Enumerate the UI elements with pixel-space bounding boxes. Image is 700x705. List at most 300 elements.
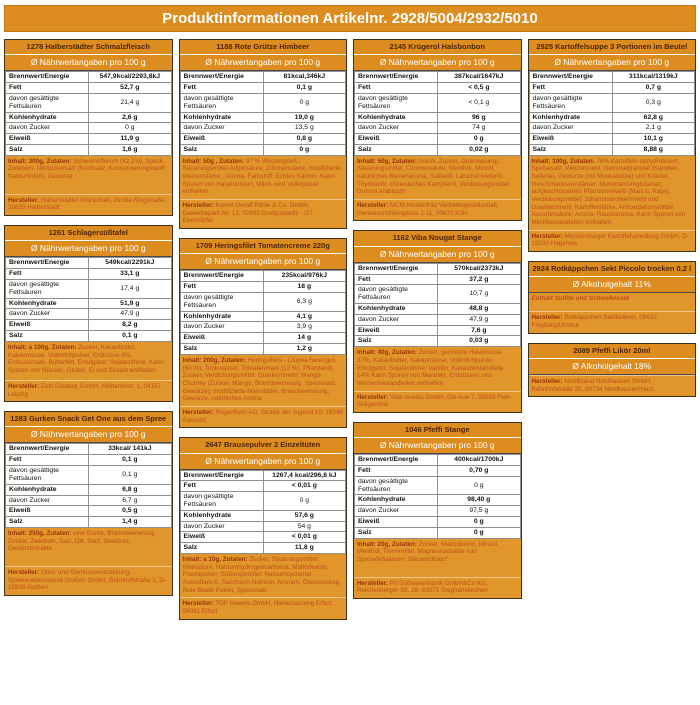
nutrition-row-value: 47,9 g — [89, 309, 171, 320]
manufacturer-label: Hersteller: — [8, 382, 40, 390]
nutrition-table — [180, 270, 347, 355]
nutrition-row-value: 17,4 g — [89, 279, 171, 298]
nutrition-row — [6, 320, 172, 331]
nutrition-row — [6, 72, 172, 83]
nutrition-row — [355, 336, 521, 347]
nutrition-row — [355, 123, 521, 134]
nutrition-row-label: Brennwert/Energie — [6, 258, 89, 269]
nutrition-row-value: < 0,01 g — [263, 481, 345, 492]
product-card — [4, 225, 173, 402]
manufacturer-text: Rügenfisch AG, Straße der Jugend 10, 18546 Sassnitz — [182, 408, 343, 424]
nutrition-row-value: 54 g — [263, 521, 345, 532]
ingredients-text: Zucker, Säuerungsmittel: Weinsäure, Natriumhydrogencarbonat, Maltodextrin, Fruchtpulver, Süßungsmittel: Natriumcyclamat, Acesulfam-K, Saccharin-Natrium, Aromen, Glukosesirup, Rote Beete Pulver, Speisesalz — [182, 556, 342, 594]
nutrition-per-100g-header: Ø Nährwertangaben pro 100 g — [5, 427, 172, 443]
nutrition-row-value: 62,8 g — [612, 112, 694, 123]
nutrition-row-value: 11,8 g — [263, 543, 345, 554]
manufacturer-text: Rotkäppchen Sektkellerei, 06632 Freyburg/Unstrut — [531, 314, 657, 330]
nutrition-row-value: < 0,01 g — [263, 532, 345, 543]
nutrition-row-label: Salz — [6, 331, 89, 342]
nutrition-row-label: Salz — [180, 344, 263, 355]
nutrition-per-100g-header: Ø Alkoholgehalt 18% — [529, 359, 696, 375]
ingredients-text: Schweinefleisch (42,1%), Speck, Zwiebeln, Nitritpökelsalz (Kochsalz, Konservierungsstoff: Natriumnitrit), Gewürze — [8, 157, 167, 181]
nutrition-row-label: davon Zucker — [355, 314, 438, 325]
nutrition-row — [355, 134, 521, 145]
ingredients-text: Zucker, geröstete Haselnüsse 37%, Kakaobutter, Kakaomasse, Vollmilchpulver, Emulgator: Sojalecithine; Vanillin, Kakaobestandteile 14% Kann Spuren von Mandeln, Erdnüssen und Weizenbestandteilen enthalten. — [357, 349, 504, 387]
manufacturer-block — [5, 380, 172, 401]
product-card-title: 1162 Viba Nougat Stange — [354, 231, 521, 246]
nutrition-row-value: 0,02 g — [438, 144, 520, 155]
nutrition-per-100g-header: Ø Nährwertangaben pro 100 g — [5, 55, 172, 71]
nutrition-row-value: 0 g — [438, 134, 520, 145]
manufacturer-text: TOP Sweets GmbH, Niederlassung Erfurt, 99091 Erfurt — [182, 600, 333, 616]
nutrition-row-value: 0,70 g — [438, 465, 520, 476]
nutrition-row-value: 11,9 g — [89, 134, 171, 145]
ingredients-text: Heringsfilets - Clupea harengus (60 %), Trinkwasser, Tomatenmark (12 %), Pflanzenöl, Zucker, Verdickungsmittel: Guarkernmehl; Mango-Chutney (Zucker, Mango, Branntweinessig, Speisesalz, Gewürze), modifizierte Maisstärke, Branntweinessig, Gewürze, natürliches Aroma — [182, 356, 337, 403]
ingredients-label: Inhalt: 50g , Zutaten: — [182, 157, 245, 165]
product-card-title: 1046 Pfeffi Stange — [354, 423, 521, 438]
nutrition-row-label: Salz — [529, 144, 612, 155]
nutrition-row-value: 0,3 g — [612, 93, 694, 112]
nutrition-row-label: Brennwert/Energie — [355, 263, 438, 274]
nutrition-row-value: 21,4 g — [89, 93, 171, 112]
nutrition-row — [6, 258, 172, 269]
nutrition-row — [6, 279, 172, 298]
nutrition-per-100g-header: Ø Nährwertangaben pro 100 g — [354, 438, 521, 454]
ingredients-label: Inhalt: 300g, Zutaten: — [8, 157, 72, 165]
ingredients-text: Zucker, Kakaobutter, Kakaomasse, Vollmilchpulver, Erdnüsse 8%, Erdnussmark, Butterfett, Emulgator: Sojalecithine. Kann Spuren von Nüssen, Gluten, Ei und Sesam enthalten. — [8, 343, 164, 374]
product-card — [179, 39, 348, 229]
nutrition-row — [355, 455, 521, 466]
manufacturer-text: MCM Klosterfrau Vertriebsgesellschaft, Gereonsmühlengasse 1-11, 50670 Köln — [357, 202, 499, 217]
nutrition-row-label: Fett — [180, 282, 263, 293]
nutrition-row-label: Eiweiß — [355, 134, 438, 145]
nutrition-row — [355, 325, 521, 336]
nutrition-row — [180, 543, 346, 554]
nutrition-row-value: 1,2 g — [263, 344, 345, 355]
product-card — [528, 343, 697, 398]
manufacturer-block — [529, 311, 696, 332]
nutrition-row-label: Brennwert/Energie — [355, 72, 438, 83]
manufacturer-text: Halberstädter Würstchen, Große Ringstraße, 38820 Halberstadt — [8, 196, 167, 212]
ingredients-label: Inhalt: 40g, Zutaten: — [357, 349, 417, 357]
nutrition-row-label: Kohlenhydrate — [529, 112, 612, 123]
product-card-title: 1261 Schlagersüßtafel — [5, 226, 172, 241]
manufacturer-text: Pit Süßwarenfabrik GmbH&Co KG, Reichenberger Str. 26, 83071 Stephanskirchen — [357, 579, 488, 595]
nutrition-row — [6, 123, 172, 134]
nutrition-row-label: davon gesättigte Fettsäuren — [355, 476, 438, 495]
nutrition-row-label: Fett — [529, 83, 612, 94]
allergen-note: Enthält Sulfite und Schwefeloxid — [531, 295, 630, 303]
nutrition-row-label: Salz — [355, 336, 438, 347]
nutrition-row-label: Fett — [6, 83, 89, 94]
nutrition-row — [180, 470, 346, 481]
manufacturer-text: Nordbrand Nordhausen GmbH, Bahnhofstraße 25, 99734 Nordhausen/Harz. — [531, 377, 656, 393]
nutrition-row — [355, 72, 521, 83]
nutrition-row-label: davon gesättigte Fettsäuren — [355, 93, 438, 112]
nutrition-row-value: 96 g — [438, 112, 520, 123]
nutrition-row — [6, 83, 172, 94]
nutrition-row — [529, 134, 695, 145]
product-card-title: 1188 Rote Grütze Himbeer — [180, 40, 347, 55]
nutrition-row-value: 33,1 g — [89, 269, 171, 280]
nutrition-row-value: 0,1 g — [89, 455, 171, 466]
nutrition-table — [180, 470, 347, 555]
nutrition-row — [180, 293, 346, 312]
manufacturer-label: Hersteller: — [182, 600, 214, 608]
product-card-title: 2089 Pfeffi Likör 20ml — [529, 344, 696, 359]
product-card-title: 1283 Gurken Snack Get One aus dem Spree — [5, 412, 172, 427]
nutrition-row — [355, 527, 521, 538]
ingredients-text: 76% Kartoffeln dehydratisiert, Speisesalz, Weizenmehl, Gemüsegranulat (Karotten, Sellerie), Gewürze (mit Muskatblüte) und Kräuter, Geschmacksverstärker: Mononatriumglutamat; aufgeschlossenes Pflanzeneiweiß (Mais u. Raps), Verdickungsmittel: Johannisbrotkernmehl und Guarkernmehl; Kartoffelstärke, Antioxidationsmittel Ascorbinsäure; Aroma, Raucharoma. Kann Spuren von Milchbestandteilen enthalten. — [531, 157, 686, 227]
nutrition-row-value: 0 g — [263, 492, 345, 511]
manufacturer-label: Hersteller: — [531, 232, 563, 240]
ingredients-text: 97 % Weizengrieß , Säuerungsmittel Adipinsäure, Zitronensäure, modifizierte Weizenstärke , Aroma, Farbstoff: Echtes Karmin. Kann Spuren von Haselnüssen, Milch- und Volleipulver enthalten. — [182, 157, 341, 196]
nutrition-row — [180, 344, 346, 355]
nutrition-row — [529, 112, 695, 123]
nutrition-row-label: davon gesättigte Fettsäuren — [180, 293, 263, 312]
nutrition-row-label: Brennwert/Energie — [529, 72, 612, 83]
nutrition-row-value: 570kcal/2373kJ — [438, 263, 520, 274]
nutrition-row-value: 57,6 g — [263, 510, 345, 521]
ingredients-text: eine Gurke, Branntweinessig, Zucker, Zwiebeln, Salz, Dill, Senf, Gewürze, Gewürzextrakte — [8, 529, 156, 553]
manufacturer-block — [354, 199, 521, 220]
nutrition-row — [180, 333, 346, 344]
ingredients-text: Zucker, Maltodextrin, Minzöl, Menthol, Trennmittel: Magnesiumsalze von Speisefettsäuren; Siliciumdioxid" — [357, 540, 499, 563]
nutrition-row — [355, 285, 521, 304]
nutrition-row-value: 47,9 g — [438, 314, 520, 325]
nutrition-per-100g-header: Ø Nährwertangaben pro 100 g — [180, 55, 347, 71]
manufacturer-label: Hersteller: — [357, 579, 389, 587]
nutrition-row-label: Eiweiß — [6, 506, 89, 517]
nutrition-row-value: 81kcal,346kJ — [263, 72, 345, 83]
nutrition-row — [180, 123, 346, 134]
nutrition-row-value: 1267,4 kcal/296,8 kJ — [263, 470, 345, 481]
ingredients-label: Inhalt: a 100g, Zutaten: — [8, 343, 77, 351]
nutrition-row — [6, 495, 172, 506]
nutrition-row-label: Eiweiß — [355, 517, 438, 528]
nutrition-row — [6, 506, 172, 517]
manufacturer-block — [354, 577, 521, 598]
nutrition-row-value: 387kcal/1647kJ — [438, 72, 520, 83]
nutrition-row — [355, 93, 521, 112]
nutrition-row — [180, 532, 346, 543]
nutrition-row-label: Fett — [180, 83, 263, 94]
nutrition-row-value: 0,03 g — [438, 336, 520, 347]
nutrition-row-value: 0,5 g — [89, 506, 171, 517]
nutrition-row-label: Fett — [355, 465, 438, 476]
nutrition-row-value: 18 g — [263, 282, 345, 293]
nutrition-row-label: davon Zucker — [180, 123, 263, 134]
nutrition-row — [180, 271, 346, 282]
nutrition-row — [355, 274, 521, 285]
nutrition-row — [180, 282, 346, 293]
nutrition-row — [180, 322, 346, 333]
nutrition-row-label: Kohlenhydrate — [180, 510, 263, 521]
ingredients-block — [180, 554, 347, 597]
nutrition-row-value: 547,9kcal/2293,8kJ — [89, 72, 171, 83]
nutrition-row — [180, 112, 346, 123]
nutrition-row — [6, 466, 172, 485]
nutrition-row — [6, 444, 172, 455]
nutrition-table — [5, 71, 172, 156]
nutrition-row — [6, 298, 172, 309]
nutrition-row-value: 549kcal/2291kJ — [89, 258, 171, 269]
nutrition-row-value: 0 g — [438, 476, 520, 495]
nutrition-row — [6, 455, 172, 466]
nutrition-row — [529, 72, 695, 83]
nutrition-row — [529, 93, 695, 112]
nutrition-row-value: 97,5 g — [438, 506, 520, 517]
nutrition-row-value: 3,9 g — [263, 322, 345, 333]
nutrition-row-label: Kohlenhydrate — [355, 495, 438, 506]
nutrition-row-label: Eiweiß — [6, 320, 89, 331]
nutrition-row-label: Brennwert/Energie — [355, 455, 438, 466]
nutrition-row — [355, 303, 521, 314]
nutrition-row-value: 1,4 g — [89, 517, 171, 528]
nutrition-row-label: Eiweiß — [529, 134, 612, 145]
manufacturer-block — [5, 194, 172, 215]
manufacturer-text: Zetti Goldeck GmbH, Hölderlinstr. 1, 04157 Leipzig — [8, 382, 161, 398]
nutrition-row-label: davon gesättigte Fettsäuren — [355, 285, 438, 304]
card-column-1 — [4, 39, 173, 596]
nutrition-row-label: Salz — [180, 144, 263, 155]
ingredients-block — [5, 528, 172, 566]
manufacturer-label: Hersteller: — [8, 568, 40, 576]
manufacturer-text: Mecklenburger Kartoffelveredlung GmbH, D-19230 Hagenow — [531, 232, 689, 248]
nutrition-row-value: 0,1 g — [89, 466, 171, 485]
nutrition-row-label: davon Zucker — [6, 123, 89, 134]
nutrition-row-value: < 0,1 g — [438, 93, 520, 112]
nutrition-row-label: Fett — [6, 269, 89, 280]
ingredients-block — [180, 355, 347, 406]
nutrition-per-100g-header: Ø Nährwertangaben pro 100 g — [5, 241, 172, 257]
card-column-4 — [528, 39, 697, 397]
product-card — [528, 261, 697, 334]
nutrition-per-100g-header: Ø Nährwertangaben pro 100 g — [180, 254, 347, 270]
card-column-3 — [353, 39, 522, 599]
nutrition-row — [180, 510, 346, 521]
nutrition-row-value: 51,9 g — [89, 298, 171, 309]
nutrition-row-value: 311kcal/1319kJ — [612, 72, 694, 83]
nutrition-row-value: 10,7 g — [438, 285, 520, 304]
nutrition-row-label: Eiweiß — [180, 532, 263, 543]
nutrition-row-label: Salz — [6, 144, 89, 155]
nutrition-row-label: Kohlenhydrate — [355, 303, 438, 314]
manufacturer-label: Hersteller: — [357, 393, 389, 401]
product-card — [353, 39, 522, 221]
product-card-title: 1278 Halberstädter Schmalzfleisch — [5, 40, 172, 55]
nutrition-row-label: davon Zucker — [6, 309, 89, 320]
nutrition-row-label: Kohlenhydrate — [6, 484, 89, 495]
nutrition-row — [529, 83, 695, 94]
nutrition-row-label: davon gesättigte Fettsäuren — [6, 279, 89, 298]
manufacturer-block — [529, 375, 696, 396]
manufacturer-label: Hersteller: — [357, 202, 389, 210]
nutrition-row-value: 48,8 g — [438, 303, 520, 314]
nutrition-row-value: 0 g — [438, 527, 520, 538]
ingredients-label: Inhalt: a 10g, Zutaten: — [182, 556, 248, 563]
ingredients-block — [354, 156, 521, 199]
nutrition-row-value: 2,6 g — [89, 112, 171, 123]
nutrition-table — [354, 454, 521, 539]
nutrition-row-value: 8,88 g — [612, 144, 694, 155]
ingredients-block — [5, 156, 172, 194]
nutrition-row-value: 400kcal/1700kJ — [438, 455, 520, 466]
nutrition-row — [6, 144, 172, 155]
nutrition-row-value: 74 g — [438, 123, 520, 134]
nutrition-row-value: 0 g — [89, 123, 171, 134]
nutrition-row-value: 2,1 g — [612, 123, 694, 134]
nutrition-row-label: Salz — [355, 527, 438, 538]
nutrition-row — [180, 481, 346, 492]
manufacturer-label: Hersteller: — [8, 196, 40, 204]
nutrition-row-value: 98,40 g — [438, 495, 520, 506]
nutrition-table — [354, 71, 521, 156]
nutrition-row-label: Salz — [6, 517, 89, 528]
nutrition-row-label: Kohlenhydrate — [180, 112, 263, 123]
ingredients-label: Inhalt: 250g, Zutaten: — [8, 529, 72, 537]
nutrition-row — [6, 309, 172, 320]
nutrition-row — [355, 465, 521, 476]
product-card — [528, 39, 697, 252]
nutrition-row-label: Eiweiß — [180, 134, 263, 145]
nutrition-row-label: Kohlenhydrate — [180, 311, 263, 322]
nutrition-row-value: 0,8 g — [263, 134, 345, 145]
manufacturer-label: Hersteller: — [531, 377, 563, 385]
nutrition-row-label: davon gesättigte Fettsäuren — [6, 93, 89, 112]
nutrition-row-label: davon gesättigte Fettsäuren — [180, 492, 263, 511]
nutrition-row — [355, 314, 521, 325]
nutrition-row — [355, 517, 521, 528]
nutrition-row-value: 0,1 g — [263, 83, 345, 94]
nutrition-row-label: Fett — [355, 274, 438, 285]
nutrition-row-value: 8,2 g — [89, 320, 171, 331]
nutrition-row — [180, 311, 346, 322]
nutrition-row — [6, 93, 172, 112]
nutrition-row-label: davon Zucker — [6, 495, 89, 506]
nutrition-row-label: davon Zucker — [355, 506, 438, 517]
nutrition-row-value: 235kcal/976kJ — [263, 271, 345, 282]
nutrition-row-label: davon gesättigte Fettsäuren — [180, 93, 263, 112]
nutrition-row-value: < 0,5 g — [438, 83, 520, 94]
nutrition-table — [5, 443, 172, 528]
manufacturer-label: Hersteller: — [531, 314, 563, 322]
nutrition-row-value: 6,8 g — [89, 484, 171, 495]
product-card-title: 2647 Brausepulver 2 Einzeltüten — [180, 438, 347, 453]
ingredients-label: Inhalt: 100g, Zutaten: — [531, 157, 595, 165]
nutrition-row-label: Eiweiß — [355, 325, 438, 336]
nutrition-row — [355, 476, 521, 495]
nutrition-row-value: 13,5 g — [263, 123, 345, 134]
product-card — [353, 230, 522, 412]
manufacturer-block — [529, 230, 696, 251]
ingredients-block — [180, 156, 347, 199]
nutrition-per-100g-header: Ø Nährwertangaben pro 100 g — [529, 55, 696, 71]
nutrition-row — [355, 263, 521, 274]
product-card-title: 2145 Krügerol Halsbonbon — [354, 40, 521, 55]
nutrition-row — [355, 144, 521, 155]
nutrition-row-label: davon Zucker — [529, 123, 612, 134]
nutrition-row-value: 6,7 g — [89, 495, 171, 506]
nutrition-row — [180, 492, 346, 511]
nutrition-row-label: Eiweiß — [180, 333, 263, 344]
nutrition-row-label: davon gesättigte Fettsäuren — [529, 93, 612, 112]
nutrition-row-value: 6,3 g — [263, 293, 345, 312]
product-card-title: 2924 Rotkäppchen Sekt Piccolo trocken 0,2 l — [529, 262, 696, 277]
nutrition-row — [355, 112, 521, 123]
manufacturer-text: Obst- und Gemüseverarbeitung, Spreewaldkonserve Golßen GmbH, Bahnhofstraße 1, D-15938 Golßen — [8, 568, 166, 592]
nutrition-row-label: Fett — [6, 455, 89, 466]
nutrition-row-value: 33kcal/ 141kJ — [89, 444, 171, 455]
nutrition-row — [6, 517, 172, 528]
manufacturer-block — [180, 597, 347, 618]
ingredients-block — [5, 342, 172, 380]
product-card — [4, 411, 173, 596]
manufacturer-block — [180, 199, 347, 228]
product-card-title: 1709 Heringsfilet Tomatencreme 220g — [180, 239, 347, 254]
nutrition-row — [6, 269, 172, 280]
nutrition-row — [180, 521, 346, 532]
nutrition-per-100g-header: Ø Alkoholgehalt 11% — [529, 277, 696, 293]
nutrition-row-label: Kohlenhydrate — [6, 112, 89, 123]
nutrition-row-value: 7,6 g — [438, 325, 520, 336]
product-card-title: 2925 Kartoffelsuppe 3 Portionen im Beutel — [529, 40, 696, 55]
nutrition-row-label: Salz — [180, 543, 263, 554]
nutrition-row-value: 0 g — [263, 144, 345, 155]
nutrition-row-value: 14 g — [263, 333, 345, 344]
nutrition-row-value: 0 g — [438, 517, 520, 528]
nutrition-table — [180, 71, 347, 156]
nutrition-row-label: Brennwert/Energie — [180, 72, 263, 83]
manufacturer-label: Hersteller: — [182, 202, 214, 210]
nutrition-row-value: 1,6 g — [89, 144, 171, 155]
nutrition-row-label: Brennwert/Energie — [180, 271, 263, 282]
manufacturer-block — [5, 566, 172, 595]
nutrition-row-label: davon Zucker — [180, 521, 263, 532]
nutrition-row-label: davon Zucker — [180, 322, 263, 333]
nutrition-table — [529, 71, 696, 156]
card-column-2 — [179, 39, 348, 620]
manufacturer-label: Hersteller: — [182, 408, 214, 416]
nutrition-row — [6, 112, 172, 123]
ingredients-block — [529, 156, 696, 230]
nutrition-row-value: 0,1 g — [89, 331, 171, 342]
nutrition-row — [355, 83, 521, 94]
nutrition-row-label: Brennwert/Energie — [6, 72, 89, 83]
ingredients-label: Inhalt: 200g, Zutaten: — [182, 356, 246, 364]
product-card — [179, 238, 348, 428]
nutrition-row-label: Fett — [180, 481, 263, 492]
nutrition-row — [180, 134, 346, 145]
nutrition-row-label: davon gesättigte Fettsäuren — [6, 466, 89, 485]
nutrition-row-label: Kohlenhydrate — [6, 298, 89, 309]
nutrition-row-value: 0 g — [263, 93, 345, 112]
nutrition-row — [180, 93, 346, 112]
nutrition-row-label: Salz — [355, 144, 438, 155]
nutrition-row-value: 0,7 g — [612, 83, 694, 94]
nutrition-row — [529, 123, 695, 134]
nutrition-table — [5, 257, 172, 342]
nutrition-row — [180, 72, 346, 83]
nutrition-row — [355, 495, 521, 506]
nutrition-row — [6, 331, 172, 342]
ingredients-label: Inhalt: 20g, Zutaten: — [357, 540, 417, 548]
manufacturer-block — [354, 391, 521, 412]
nutrition-table — [354, 263, 521, 348]
nutrition-row-label: Eiweiß — [6, 134, 89, 145]
page-title: Produktinformationen Artikelnr. 2928/5004/2932/5010 — [4, 5, 696, 32]
ingredients-text: Anisöl, Zucker, Glukosesirup, Säuerungsmittel, Citronensäure, Menthol, Minzöl, natürliches Bienenaroma, Salbeiöl, Latschenkieferöl, Thymianöl, chinesisches Kampferöl, Verdickungsmittel Gummi arabicum — [357, 157, 509, 196]
